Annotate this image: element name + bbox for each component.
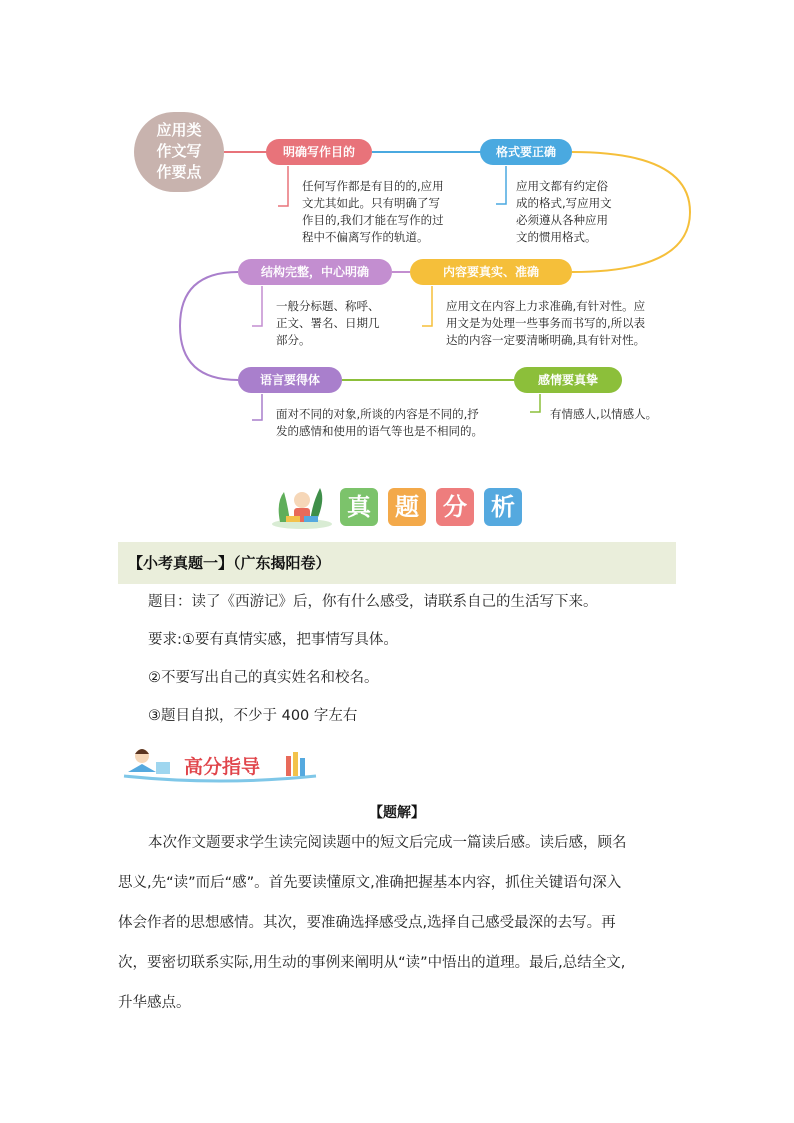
note-line: 一般分标题、称呼、 bbox=[276, 299, 380, 313]
solution-line: 升华感点。 bbox=[118, 995, 191, 1011]
node-purpose: 明确写作目的 bbox=[266, 139, 372, 165]
note-line: 部分。 bbox=[276, 333, 311, 347]
mindmap-center bbox=[134, 112, 224, 192]
note-format bbox=[516, 178, 612, 246]
solution-line: 思义,先“读”而后“感”。首先要读懂原文,准确把握基本内容，抓住关键语句深入 bbox=[118, 875, 622, 891]
banner-tile-fen: 分 bbox=[436, 488, 474, 526]
node-format: 格式要正确 bbox=[480, 139, 572, 165]
solution-line: 次，要密切联系实际,用生动的事例来阐明从“读”中悟出的道理。最后,总结全文, bbox=[118, 955, 626, 971]
question-line: 题目：读了《西游记》后，你有什么感受，请联系自己的生活写下来。 bbox=[148, 594, 598, 610]
question-line: ③题目自拟，不少于 400 字左右 bbox=[148, 708, 358, 724]
note-line: 文尤其如此。只有明确了写 bbox=[302, 196, 440, 210]
question-line: ②不要写出自己的真实姓名和校名。 bbox=[148, 670, 379, 686]
center-line: 作文写 bbox=[156, 142, 202, 160]
note-line: 任何写作都是有目的的,应用 bbox=[302, 179, 444, 193]
note-line: 有情感人,以情感人。 bbox=[550, 407, 658, 421]
solution-heading: 【题解】 bbox=[369, 805, 425, 821]
note-line: 正文、署名、日期几 bbox=[276, 316, 380, 330]
solution-line: 本次作文题要求学生读完阅读题中的短文后完成一篇读后感。读后感，顾名 bbox=[148, 835, 627, 851]
center-line: 应用类 bbox=[156, 121, 202, 139]
note-line: 面对不同的对象,所谈的内容是不同的,抒 bbox=[276, 407, 479, 421]
solution-line: 体会作者的思想感情。其次，要准确选择感受点,选择自己感受最深的去写。再 bbox=[118, 915, 616, 931]
note-line: 文的惯用格式。 bbox=[516, 230, 597, 244]
banner-tile-ti: 题 bbox=[388, 488, 426, 526]
question-header-bar bbox=[118, 542, 676, 584]
question-title: 【小考真题一】（广东揭阳卷） bbox=[128, 554, 331, 572]
note-line: 应用文在内容上力求准确,有针对性。应 bbox=[446, 299, 646, 313]
node-structure: 结构完整，中心明确 bbox=[238, 259, 392, 285]
note-purpose bbox=[302, 178, 444, 246]
note-line: 发的感情和使用的语气等也是不相同的。 bbox=[276, 424, 483, 438]
note-line: 必须遵从各种应用 bbox=[516, 213, 608, 227]
guidance-title: 高分指导 bbox=[184, 756, 261, 778]
banner-tile-zhen: 真 bbox=[340, 488, 378, 526]
note-language bbox=[276, 406, 483, 440]
banner-tile-xi: 析 bbox=[484, 488, 522, 526]
note-line: 用文是为处理一些事务而书写的,所以表 bbox=[446, 316, 646, 330]
note-line: 应用文都有约定俗 bbox=[516, 179, 608, 193]
node-emotion: 感情要真挚 bbox=[514, 367, 622, 393]
question-line: 要求:①要有真情实感，把事情写具体。 bbox=[148, 632, 398, 648]
note-line: 成的格式,写应用文 bbox=[516, 196, 612, 210]
reading-girl-illustration bbox=[270, 482, 334, 530]
note-content bbox=[446, 298, 645, 349]
note-line: 作目的,我们才能在写作的过 bbox=[302, 213, 444, 227]
note-emotion bbox=[550, 406, 657, 423]
node-language: 语言要得体 bbox=[238, 367, 342, 393]
center-line: 作要点 bbox=[156, 163, 202, 181]
note-line: 程中不偏离写作的轨道。 bbox=[302, 230, 429, 244]
note-line: 达的内容一定要清晰明确,具有针对性。 bbox=[446, 333, 646, 347]
note-structure bbox=[276, 298, 380, 349]
node-content: 内容要真实、准确 bbox=[410, 259, 572, 285]
